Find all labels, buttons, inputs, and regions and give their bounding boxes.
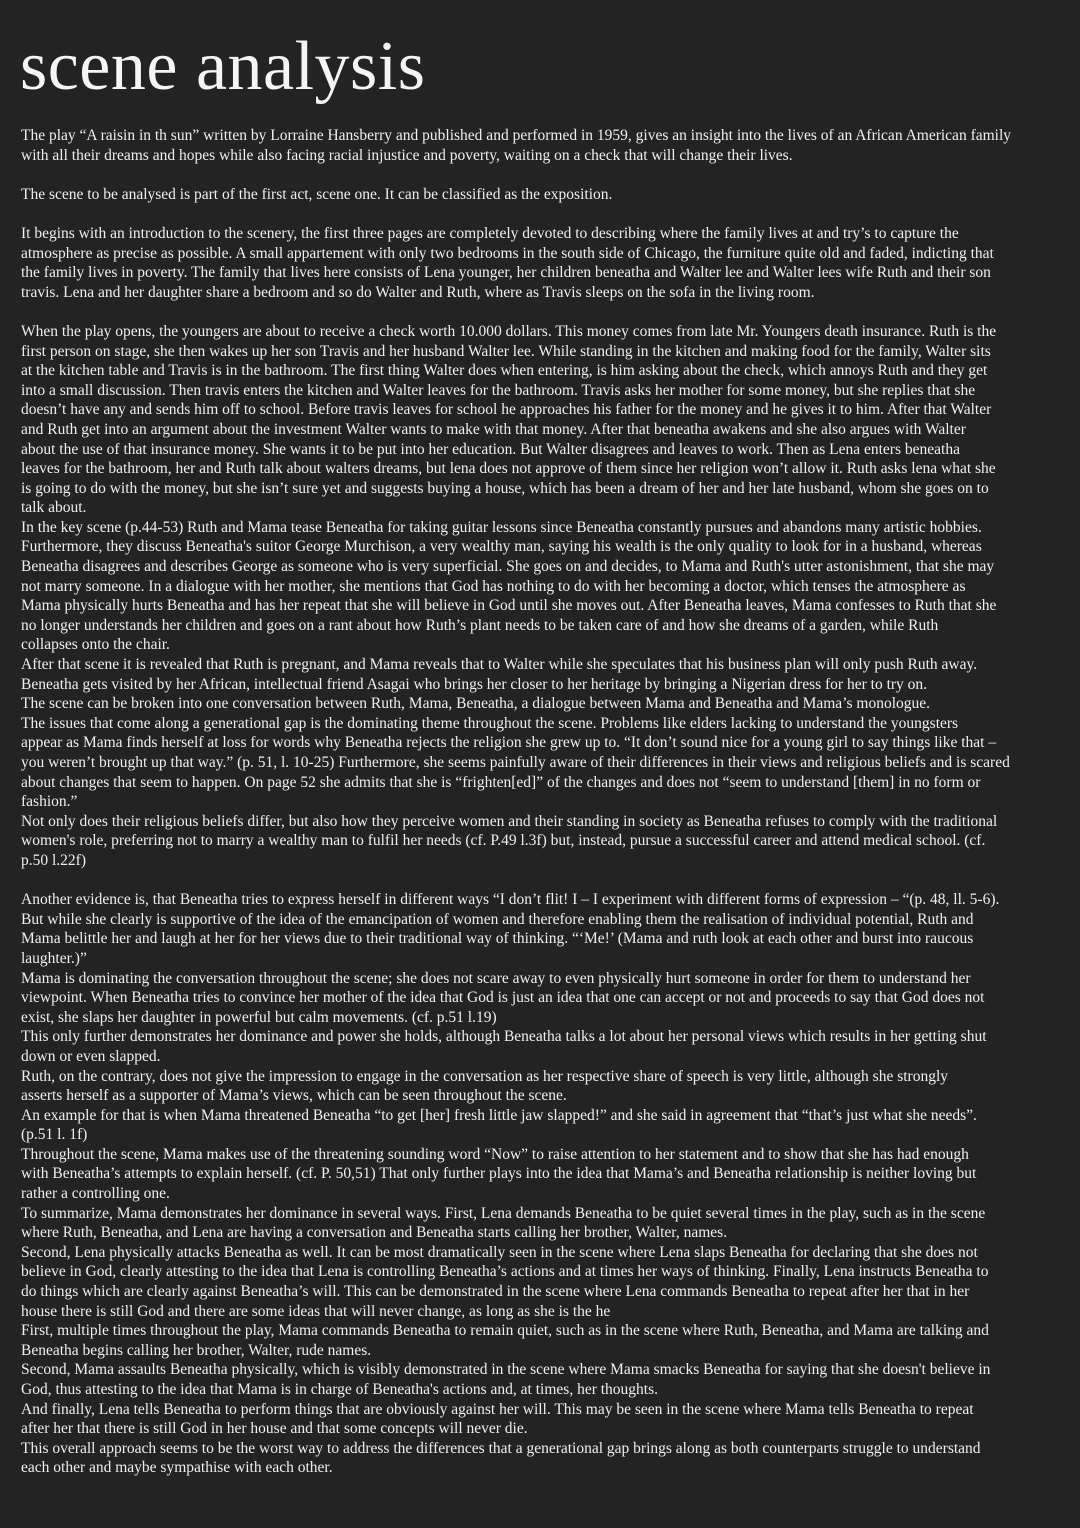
text-line: Mama physically hurts Beneatha and has her repeat that she will believe in God until she moves out. After Beneatha leaves, Mama confesses to Ruth that she [21,597,997,615]
text-line: asserts herself as a supporter of Mama’s views, which can be seen throughout the scene. [21,1087,567,1105]
text-line: women's role, preferring not to marry a wealthy man to fulfil her needs (cf. P.49 l.3f) but, instead, pursue a successful career and attend medical school. (cf. [21,832,986,850]
text-line: Throughout the scene, Mama makes use of the threatening sounding word “Now” to raise attention to her statement and to show that she has had enough [21,1145,969,1163]
text-line: the family lives in poverty. The family that lives here consists of Lena younger, her children beneatha and Walter lee and Walter lees wife Ruth and their son [21,264,991,282]
text-line: fashion.” [21,793,78,811]
text-line: believe in God, clearly attesting to the idea that Lena is controlling Beneatha’s actions and at times her ways of thinking. Finally, Lena instructs Beneatha to [21,1263,989,1281]
text-line: This only further demonstrates her dominance and power she holds, although Beneatha talks a lot about her personal views which results in her getting shut [21,1028,987,1046]
text-line: is going to do with the money, but she isn’t sure yet and suggests buying a house, which has been a dream of her and her late husband, whom she goes on to [21,479,989,497]
text-line: each other and maybe sympathise with each other. [21,1459,333,1477]
blank-line [21,165,1066,185]
document-body [21,126,1066,1478]
text-line: Beneatha begins calling her brother, Walter, rude names. [21,1341,372,1359]
text-line: Mama belittle her and laugh at her for her views due to their traditional way of thinking. “‘Me!’ (Mama and ruth look at each other and burst into raucous [21,930,974,948]
text-line: p.50 l.22f) [21,851,87,869]
text-line: rather a controlling one. [21,1185,170,1203]
text-line: laughter.)” [21,949,87,967]
text-line: travis. Lena and her daughter share a bedroom and so do Walter and Ruth, where as Travis sleeps on the sofa in the living room. [21,283,815,301]
text-line: Beneatha gets visited by her African, intellectual friend Asagai who brings her closer to her heritage by bringing a Nigerian dress for her to try on. [21,675,928,693]
text-line: Not only does their religious beliefs differ, but also how they perceive women and their standing in society as Beneatha refuses to comply with the traditional [21,812,998,830]
text-line: To summarize, Mama demonstrates her dominance in several ways. First, Lena demands Beneatha to be quiet several times in the play, such as in the scene [21,1204,986,1222]
text-line: down or even slapped. [21,1047,161,1065]
text-line: Second, Lena physically attacks Beneatha as well. It can be most dramatically seen in the scene where Lena slaps Beneatha for declaring that she does not [21,1243,978,1261]
text-line: doesn’t have any and sends him off to school. Before travis leaves for school he approaches his father for the money and he gives it to him. After that Walter [21,401,992,419]
text-line: exist, she slaps her daughter in powerful but calm movements. (cf. p.51 l.19) [21,1008,497,1026]
text-line: God, thus attesting to the idea that Mama is in charge of Beneatha's actions and, at times, her thoughts. [21,1381,658,1398]
text-line: you weren’t brought up that way.” (p. 51, l. 10-25) Furthermore, she seems painfully aware of their differences in their views and religious beliefs and is scared [21,754,1010,771]
text-line: do things which are clearly against Beneatha’s will. This can be demonstrated in the scene where Lena commands Beneatha to repeat after her that in her [21,1283,970,1301]
blank-line [21,302,1066,322]
blank-line [21,204,1066,224]
text-line: house there is still God and there are some ideas that will never change, as long as she is the he [21,1302,611,1320]
text-line: appear as Mama finds herself at loss for words why Beneatha rejects the religion she grew up to. “It don’t sound nice for a young girl to say things like that – [21,734,997,752]
text-line: An example for that is when Mama threatened Beneatha “to get [her] fresh little jaw slapped!” and she said in agreement that “that’s just what she needs”. [21,1106,977,1124]
text-line: When the play opens, the youngers are about to receive a check worth 10.000 dollars. This money comes from late Mr. Youngers death insurance. Ruth is the [21,322,997,340]
text-line: The scene can be broken into one conversation between Ruth, Mama, Beneatha, a dialogue between Mama and Beneatha and Mama’s monologue. [21,695,931,713]
text-line: where Ruth, Beneatha, and Lena are having a conversation and Beneatha starts calling her brother, Walter, names. [21,1224,728,1242]
text-line: viewpoint. When Beneatha tries to convince her mother of the idea that God is just an idea that one can accept or not and proceeds to say that God does not [21,989,985,1007]
text-line: about the use of that insurance money. She wants it to be put into her education. But Walter disagrees and leaves to work. Then as Lena enters beneatha [21,440,960,458]
text-line: The play “A raisin in th sun” written by Lorraine Hansberry and published and performed in 1959, gives an insight into the lives of an African American family [21,127,1012,144]
text-line: first person on stage, she then wakes up her son Travis and her husband Walter lee. While standing in the kitchen and making food for the family, Walter sits [21,342,991,360]
text-line: The scene to be analysed is part of the first act, scene one. It can be classified as the exposition. [21,185,613,203]
text-line: This overall approach seems to be the worst way to address the differences that a generational gap brings along as both counterparts struggle to understand [21,1439,981,1457]
text-line: and Ruth get into an argument about the investment Walter wants to make with that money. After that beneatha awakens and she also argues with Walter [21,420,966,438]
text-line: Another evidence is, that Beneatha tries to express herself in different ways “I don’t flit! I – I experiment with different forms of expression – “(p. 48, ll. 5-6). [21,891,1000,909]
text-line: (p.51 l. 1f) [21,1126,88,1144]
blank-line [21,871,1066,891]
text-line: But while she clearly is supportive of the idea of the emancipation of women and therefore enabling them the realisation of individual potential, Ruth and [21,910,974,928]
text-line: with all their dreams and hopes while also facing racial injustice and poverty, waiting on a check that will change their lives. [21,146,793,164]
text-line: First, multiple times throughout the play, Mama commands Beneatha to remain quiet, such as in the scene where Ruth, Beneatha, and Mama are talking and [21,1322,989,1340]
text-line: not marry someone. In a dialogue with her mother, she mentions that God has nothing to do with her becoming a doctor, which tenses the atmosphere as [21,577,966,595]
text-line: collapses onto the chair. [21,636,170,654]
text-line: It begins with an introduction to the scenery, the first three pages are completely devoted to describing where the family lives at and try’s to capture the [21,224,959,242]
text-line: no longer understands her children and goes on a rant about how Ruth’s plant needs to be taken care of and how she dreams of a garden, while Ruth [21,616,939,634]
text-line: atmosphere as precise as possible. A small appartement with only two bedrooms in the south side of Chicago, the furniture quite old and faded, indicting that [21,244,994,262]
text-line: with Beneatha’s attempts to explain herself. (cf. P. 50,51) That only further plays into the idea that Mama’s and Beneatha relationship is neither loving but [21,1165,977,1183]
text-line: After that scene it is revealed that Ruth is pregnant, and Mama reveals that to Walter while she speculates that his business plan will only push Ruth away. [21,656,978,674]
text-line: In the key scene (p.44-53) Ruth and Mama tease Beneatha for taking guitar lessons since Beneatha constantly pursues and abandons many artistic hobbies. [21,518,982,536]
text-line: after her that there is still God in her house and that some concepts will never die. [21,1420,528,1438]
text-line: talk about. [21,499,87,517]
text-line: Furthermore, they discuss Beneatha's suitor George Murchison, a very wealthy man, saying his wealth is the only quality to look for in a husband, whereas [21,538,982,556]
text-line: about changes that seem to happen. On page 52 she admits that she is “frighten[ed]” of the changes and does not “seem to understand [them] in no form or [21,773,981,791]
text-line: The issues that come along a generational gap is the dominating theme throughout the scene. Problems like elders lacking to understand the youngsters [21,714,959,732]
page-title: scene analysis [20,28,426,105]
text-line: at the kitchen table and Travis is in the bathroom. The first thing Walter does when entering, is him asking about the check, which annoys Ruth and they get [21,362,988,380]
text-line: Ruth, on the contrary, does not give the impression to engage in the conversation as her respective share of speech is very little, although she strongly [21,1067,949,1085]
text-line: into a small discussion. Then travis enters the kitchen and Walter leaves for the bathroom. Travis asks her mother for some money, but she replies that she [21,381,976,399]
text-line: And finally, Lena tells Beneatha to perform things that are obviously against her will. This may be seen in the scene where Mama tells Beneatha to repeat [21,1400,974,1418]
text-line: Second, Mama assaults Beneatha physically, which is visibly demonstrated in the scene where Mama smacks Beneatha for saying that she doesn't believe in [21,1361,991,1379]
text-line: leaves for the bathroom, her and Ruth talk about walters dreams, but lena does not approve of them since her religion won’t allow it. Ruth asks lena what she [21,460,996,478]
text-line: Beneatha disagrees and describes George as someone who is very superficial. She goes on and decides, to Mama and Ruth's utter astonishment, that she may [21,558,995,576]
text-line: Mama is dominating the conversation throughout the scene; she does not scare away to even physically hurt someone in order for them to understand her [21,969,971,987]
